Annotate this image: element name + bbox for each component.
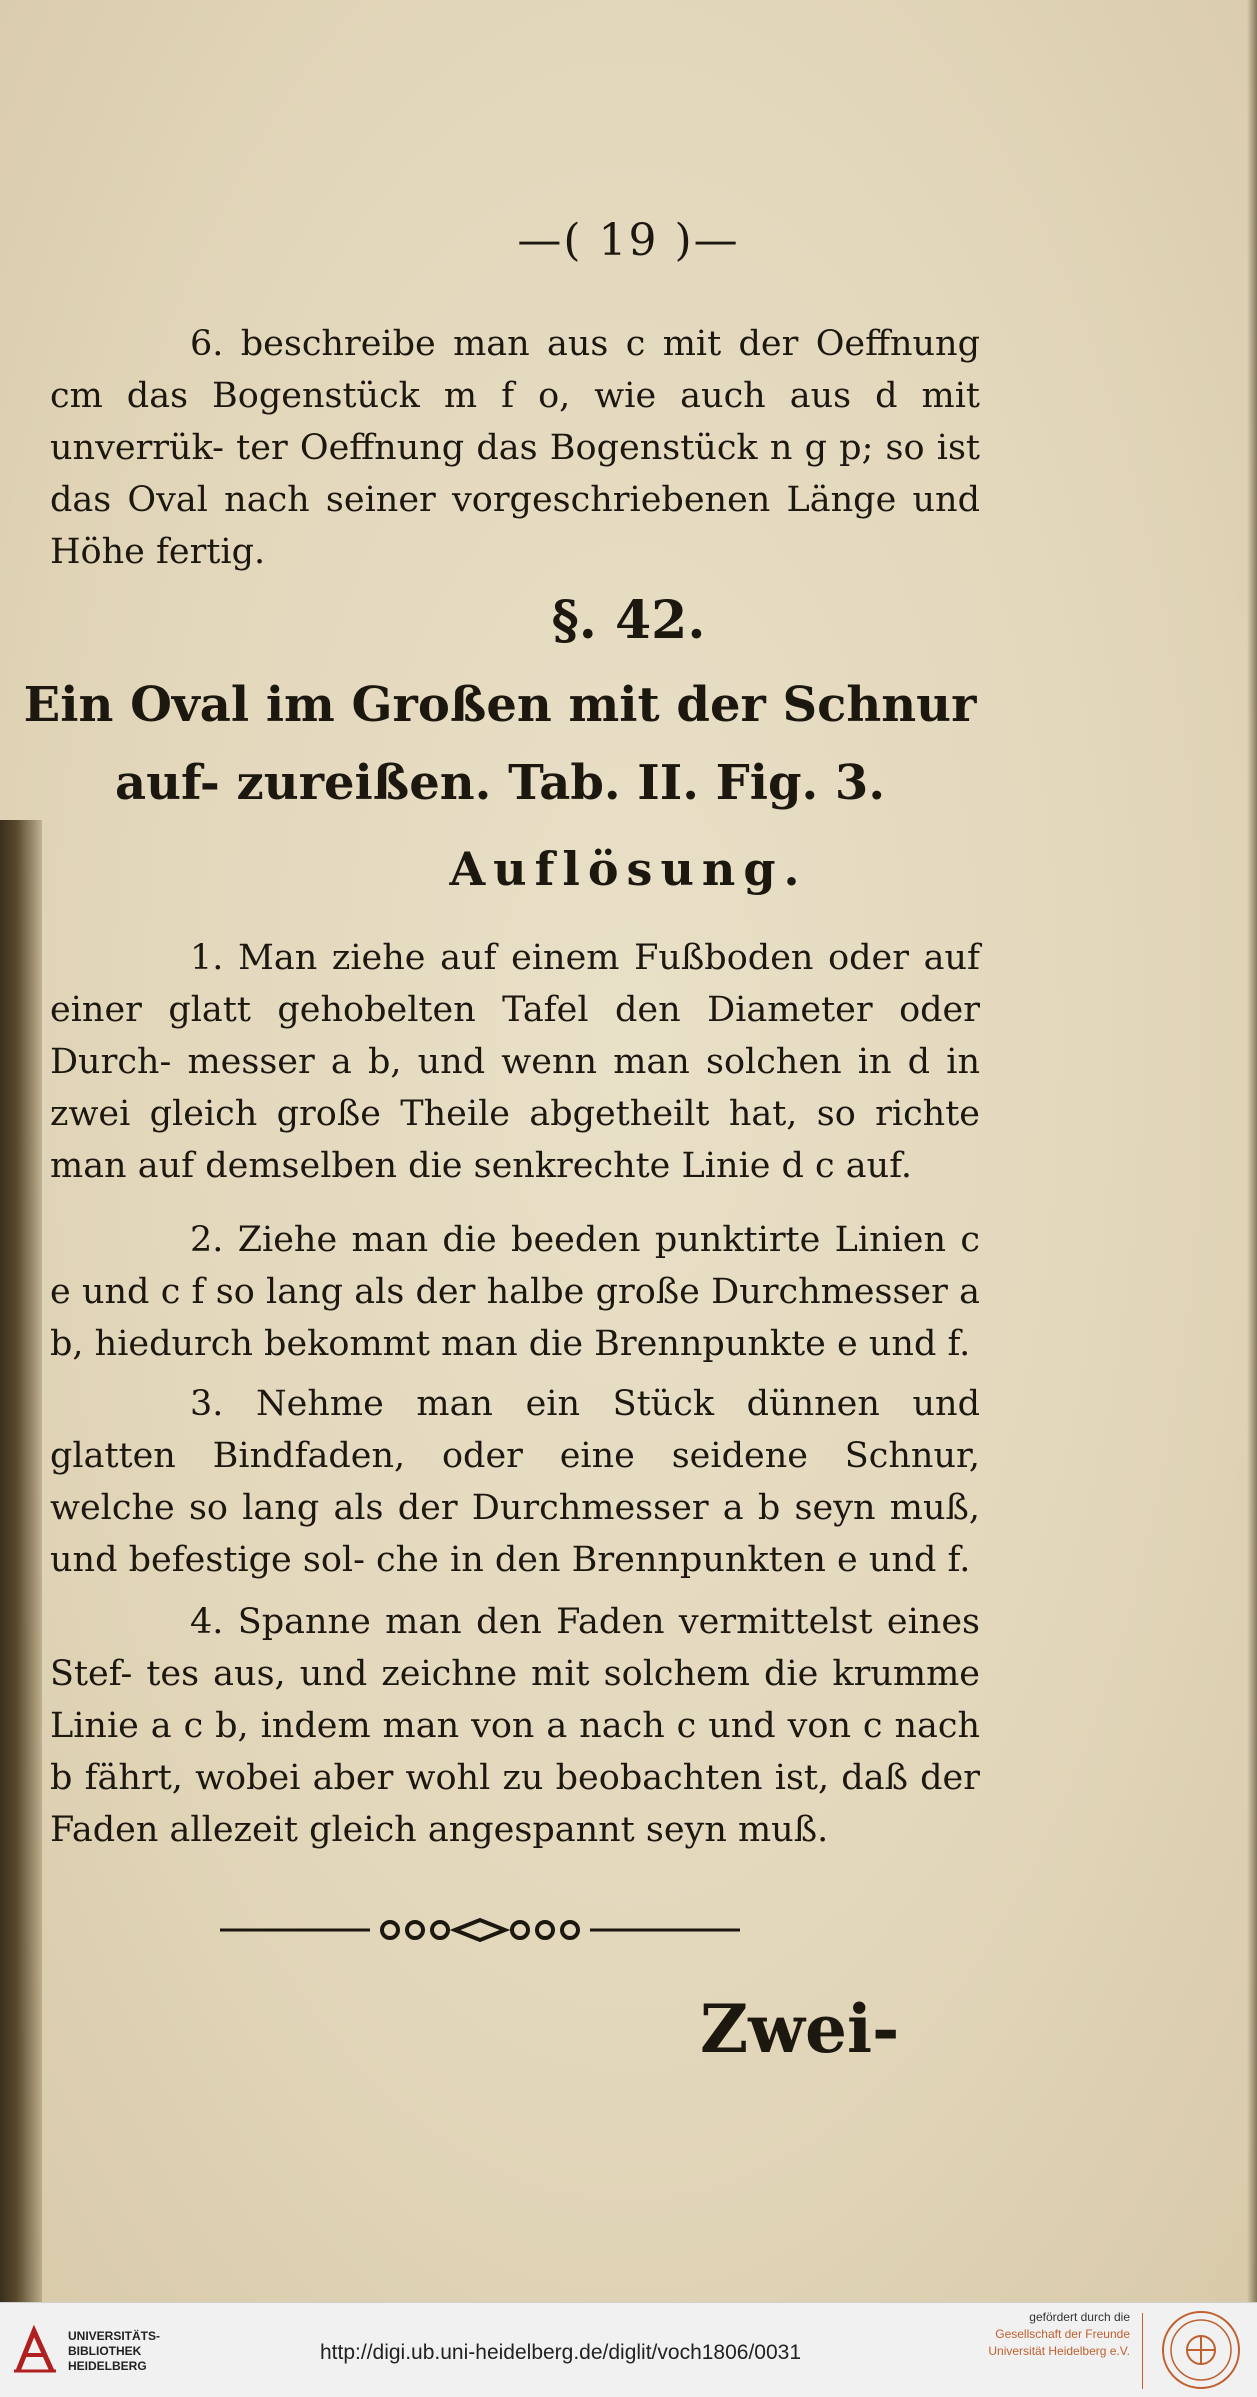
footer-divider	[1142, 2313, 1143, 2389]
solution-subheading: Auflösung.	[449, 842, 808, 896]
catchword: Zwei-	[700, 1990, 900, 2068]
library-name-line: HEIDELBERG	[68, 2359, 147, 2373]
sponsor-name[interactable]: Universität Heidelberg e.V.	[988, 2344, 1130, 2358]
footer-bar	[0, 2302, 1257, 2397]
document-url-link[interactable]: http://digi.ub.uni-heidelberg.de/diglit/voch1806/0031	[320, 2341, 802, 2364]
paragraph-step-4: 4. Spanne man den Faden vermittelst eines Stef- tes aus, und zeichne mit solchem die krumme Linie a c b, indem man von a nach c und von c nach b fährt, wobei aber wohl zu beobachten ist, daß der Faden allezeit gleich angespannt seyn muß.	[50, 1602, 980, 1850]
sponsor-lead: gefördert durch die	[1029, 2310, 1130, 2324]
page-number-header: —( 19 )—	[517, 215, 740, 266]
book-spine-shadow	[0, 820, 42, 2302]
sponsor-name[interactable]: Gesellschaft der Freunde	[995, 2327, 1130, 2341]
section-number: §. 42.	[551, 590, 706, 651]
section-heading: Ein Oval im Großen mit der Schnur auf- zureißen. Tab. II. Fig. 3.	[23, 677, 977, 811]
sponsor-credit	[930, 2309, 1130, 2360]
university-seal-icon	[1160, 2309, 1242, 2391]
paragraph-step-1: 1. Man ziehe auf einem Fußboden oder auf einer glatt gehobelten Tafel den Diameter oder Durch- messer a b, und wenn man solchen in d in zwei gleich große Theile abgetheilt hat, so richte man auf demselben die senkrechte Linie d c auf.	[50, 938, 980, 1186]
paragraph-step-3: 3. Nehme man ein Stück dünnen und glatten Bindfaden, oder eine seidene Schnur, welche so lang als der Durchmesser a b seyn muß, und befestige sol- che in den Brennpunkten e und f.	[50, 1384, 980, 1580]
page-edge-shadow	[1247, 0, 1257, 2302]
university-library-logo-icon[interactable]	[12, 2325, 58, 2377]
library-name	[68, 2329, 160, 2374]
library-name-line: BIBLIOTHEK	[68, 2344, 142, 2358]
ornament-divider	[220, 1915, 740, 1945]
paragraph-step-6: 6. beschreibe man aus c mit der Oeffnung cm das Bogenstück m f o, wie auch aus d mit unverrük- ter Oeffnung das Bogenstück n g p; so ist das Oval nach seiner vorgeschriebenen Länge und Höhe fertig.	[50, 324, 980, 572]
library-name-line: UNIVERSITÄTS-	[68, 2329, 161, 2343]
paragraph-step-2: 2. Ziehe man die beeden punktirte Linien c e und c f so lang als der halbe große Durchmesser a b, hiedurch bekommt man die Brennpunkte e und f.	[50, 1220, 980, 1364]
